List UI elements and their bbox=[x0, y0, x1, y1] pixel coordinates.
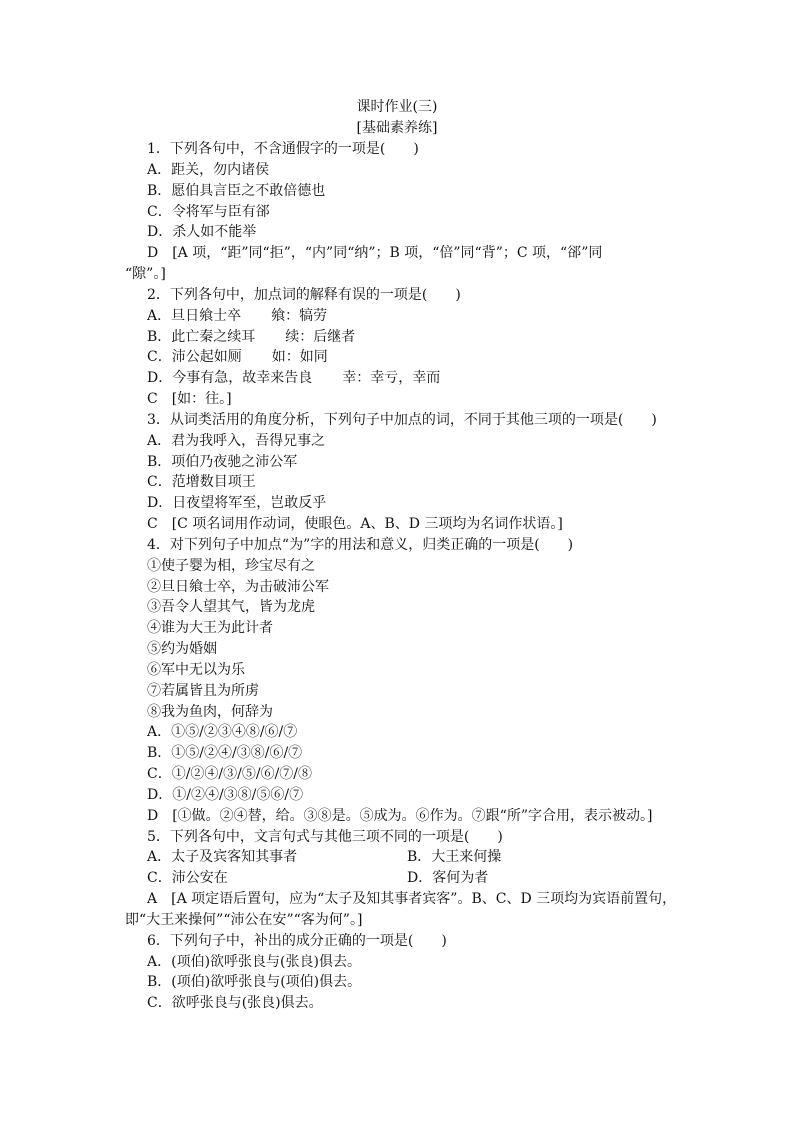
q4-option-d: D．①/②④/③⑧/⑤⑥/⑦ bbox=[147, 787, 304, 803]
q2-option-b bbox=[147, 327, 677, 347]
q4-item-1: ①使子婴为相，珍宝尽有之 bbox=[147, 558, 315, 574]
q5-option-d: D．客何为者 bbox=[407, 870, 489, 886]
q2-option-a bbox=[147, 306, 677, 326]
q3-option-a: A．君为我呼入，吾得兄事之 bbox=[147, 433, 326, 449]
q2-option-c bbox=[147, 347, 677, 367]
q4-item-2: ②旦日飨士卒，为击破沛公军 bbox=[147, 579, 329, 595]
q1-answer: D [A 项，“距”同“拒”，“内”同“纳”；B 项，“倍”同“背”；C 项，“郤”同 bbox=[147, 245, 603, 261]
q4-item-6: ⑥军中无以为乐 bbox=[147, 662, 245, 678]
page-title: 课时作业(三) bbox=[356, 99, 438, 115]
q5-answer: A [A 项定语后置句，应为“太子及知其事者宾客”。B、C、D 三项均为宾语前置句， bbox=[147, 891, 677, 907]
q3-option-b: B．项伯乃夜驰之沛公军 bbox=[147, 454, 298, 470]
q4-item-3: ③吾令人望其气，皆为龙虎 bbox=[147, 599, 315, 615]
q3-option-c: C．范增数目项王 bbox=[147, 474, 256, 490]
q6-option-c: C．欲呼张良与(张良)俱去。 bbox=[147, 995, 323, 1011]
q5-stem: 5．下列各句中，文言句式与其他三项不同的一项是( ) bbox=[147, 829, 503, 845]
q4-option-a: A．①⑤/②③④⑧/⑥/⑦ bbox=[147, 724, 298, 740]
q3-stem: 3．从词类活用的角度分析，下列句子中加点的词，不同于其他三项的一项是( ) bbox=[147, 412, 657, 428]
q2-option-c-gloss: 如：如同 bbox=[271, 349, 328, 365]
q1-option-b: B．愿伯具言臣之不敢倍德也 bbox=[147, 183, 326, 199]
q3-option-d: D．日夜望将军至，岂敢反乎 bbox=[147, 495, 327, 511]
q2-option-b-sentence: B．此亡秦之续耳 bbox=[147, 329, 256, 345]
q2-stem: 2．下列各句中，加点词的解释有误的一项是( ) bbox=[147, 287, 461, 303]
q1-option-a: A．距关，勿内诸侯 bbox=[147, 162, 270, 178]
q2-option-a-sentence: A．旦日飨士卒 bbox=[147, 308, 242, 324]
q2-option-a-gloss: 飨：犒劳 bbox=[271, 308, 328, 324]
q2-option-c-sentence: C．沛公起如厕 bbox=[147, 349, 242, 365]
q4-item-4: ④谁为大王为此计者 bbox=[147, 620, 273, 636]
q2-answer: C [如：往。] bbox=[147, 391, 232, 407]
q2-option-d-gloss: 幸：幸亏，幸而 bbox=[342, 370, 441, 386]
q2-option-b-gloss: 续：后继者 bbox=[285, 329, 356, 345]
q4-option-c: C．①/②④/③/⑤/⑥/⑦/⑧ bbox=[147, 766, 313, 782]
q5-option-b: B．大王来何操 bbox=[407, 849, 502, 865]
q1-stem: 1．下列各句中，不含通假字的一项是( ) bbox=[147, 141, 419, 157]
section-heading: [基础素养练] bbox=[356, 120, 438, 136]
q4-item-5: ⑤约为婚姻 bbox=[147, 641, 217, 657]
q6-option-b: B．(项伯)欲呼张良与(项伯)俱去。 bbox=[147, 974, 362, 990]
q4-item-8: ⑧我为鱼肉，何辞为 bbox=[147, 704, 273, 720]
q5-option-a: A．太子及宾客知其事者 bbox=[147, 849, 298, 865]
q5-option-c: C．沛公安在 bbox=[147, 870, 228, 886]
q3-answer: C [C 项名词用作动词，使眼色。A、B、D 三项均为名词作状语。] bbox=[147, 516, 563, 532]
q4-option-b: B．①⑤/②④/③⑧/⑥/⑦ bbox=[147, 745, 303, 761]
q4-stem: 4．对下列句子中加点“为”字的用法和意义，归类正确的一项是( ) bbox=[147, 537, 574, 553]
q6-stem: 6．下列句子中，补出的成分正确的一项是( ) bbox=[147, 933, 447, 949]
q2-option-d-sentence: D．今事有急，故幸来告良 bbox=[147, 370, 313, 386]
q4-item-7: ⑦若属皆且为所虏 bbox=[147, 683, 259, 699]
q5-answer-cont: 即“大王来操何”“沛公在安”“客为何”。] bbox=[125, 912, 363, 928]
q2-option-d bbox=[147, 368, 677, 388]
q1-answer-cont: “隙”。] bbox=[125, 266, 166, 282]
q4-answer: D [①做。②④替，给。③⑧是。⑤成为。⑥作为。⑦跟“所”字合用，表示被动。] bbox=[147, 808, 653, 824]
q1-option-d: D．杀人如不能举 bbox=[147, 224, 257, 240]
q1-option-c: C．令将军与臣有郤 bbox=[147, 204, 270, 220]
q6-option-a: A．(项伯)欲呼张良与(张良)俱去。 bbox=[147, 954, 361, 970]
